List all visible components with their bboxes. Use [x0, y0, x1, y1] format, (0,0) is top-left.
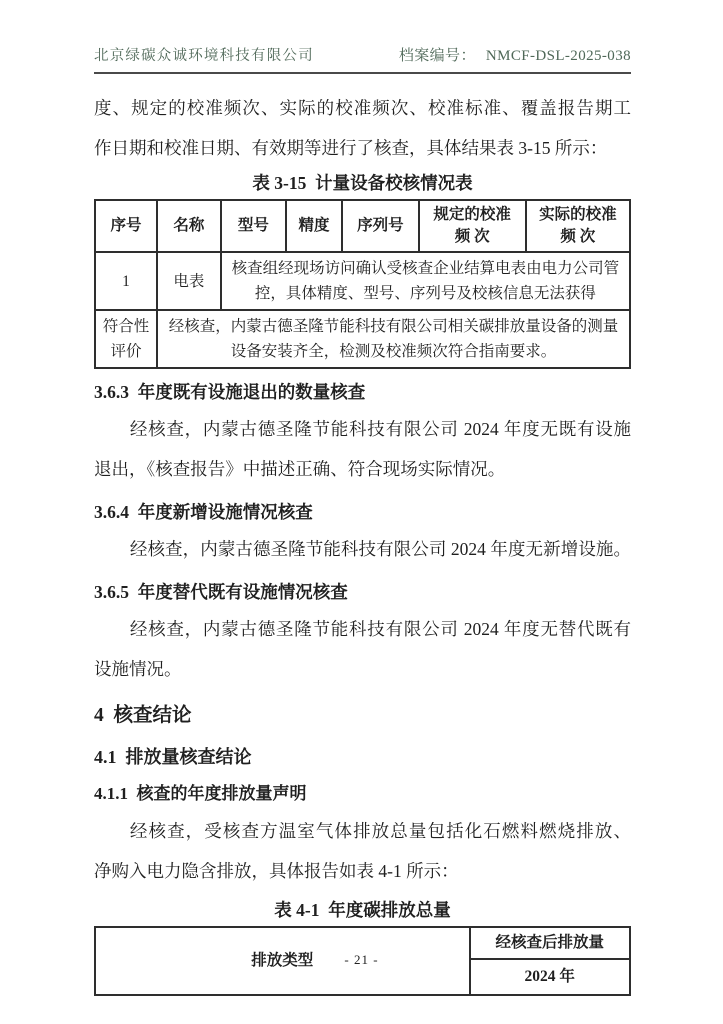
paragraph-line: 经核查，内蒙古德圣隆节能科技有限公司 2024 年度无替代既有 [129, 619, 631, 639]
col-header-required-freq: 规定的校准频 次 [419, 200, 526, 252]
paragraph-line: 经核查，内蒙古德圣隆节能科技有限公司 2024 年度无既有设施 [129, 419, 631, 439]
section-3-6-5-paragraph [94, 609, 631, 689]
table-4-1-title: 表 4-1 年度碳排放总量 [274, 900, 451, 920]
table-row [95, 310, 630, 368]
cell-verified-emission-header: 经核查后排放量 [470, 927, 631, 959]
paragraph-line: 退出，《核查报告》中描述正确、符合现场实际情况。 [94, 459, 506, 479]
col-header-name: 名称 [157, 200, 221, 252]
cell-conformity-label: 符合性评价 [95, 310, 157, 368]
header-company-name: 北京绿碳众诚环境科技有限公司 [94, 48, 314, 64]
paragraph-line: 净购入电力隐含排放，具体报告如表 4-1 所示： [94, 861, 459, 881]
paragraph-line: 作日期和校准日期、有效期等进行了核查，具体结果表 3-15 所示： [94, 138, 608, 158]
section-3-6-4-paragraph [94, 529, 631, 569]
heading-3-6-5: 3.6.5 年度替代既有设施情况核查 [94, 582, 348, 602]
table-row [95, 200, 630, 252]
table-3-15 [94, 199, 631, 369]
col-header-serial: 序列号 [342, 200, 419, 252]
cell-conformity-note: 经核查，内蒙古德圣隆节能科技有限公司相关碳排放量设备的测量设备安装齐全，检测及校准频次符合指南要求。 [157, 310, 630, 368]
cell-device-name: 电表 [157, 252, 221, 310]
heading-4-1: 4.1 排放量核查结论 [94, 747, 252, 767]
cell-device-note: 核查组经现场访问确认受核查企业结算电表由电力公司管控，具体精度、型号、序列号及校核信息无法获得 [221, 252, 630, 310]
col-header-precision: 精度 [286, 200, 342, 252]
heading-3-6-4: 3.6.4 年度新增设施情况核查 [94, 502, 313, 522]
section-3-6-3-paragraph [94, 409, 631, 489]
page-number: - 21 - [344, 952, 379, 967]
section-4-1-1-paragraph [94, 811, 631, 891]
cell-emission-type-header: 排放类型 [95, 927, 470, 995]
paragraph-line: 度、规定的校准频次、实际的校准频次、校准标准、覆盖报告期工 [94, 98, 631, 118]
cell-year: 2024 年 [470, 959, 631, 995]
paragraph-line: 经核查，受核查方温室气体排放总量包括化石燃料燃烧排放、 [129, 821, 631, 841]
file-number-label: 档案编号： [398, 48, 476, 64]
header-file-number [399, 44, 631, 65]
heading-3-6-3: 3.6.3 年度既有设施退出的数量核查 [94, 382, 366, 402]
intro-paragraph [94, 88, 631, 168]
col-header-no: 序号 [95, 200, 157, 252]
paragraph-line: 设施情况。 [94, 659, 182, 679]
col-header-model: 型号 [221, 200, 286, 252]
paragraph-line: 经核查，内蒙古德圣隆节能科技有限公司 2024 年度无新增设施。 [129, 539, 631, 559]
table-3-15-title: 表 3-15 计量设备校核情况表 [252, 173, 473, 193]
page-header [94, 44, 631, 74]
heading-4-1-1: 4.1.1 核查的年度排放量声明 [94, 784, 307, 803]
table-row [95, 252, 630, 310]
file-number-value: NMCF-DSL-2025-038 [485, 48, 631, 64]
cell-no: 1 [95, 252, 157, 310]
col-header-actual-freq: 实际的校准频 次 [526, 200, 630, 252]
heading-4: 4 核查结论 [94, 705, 192, 726]
